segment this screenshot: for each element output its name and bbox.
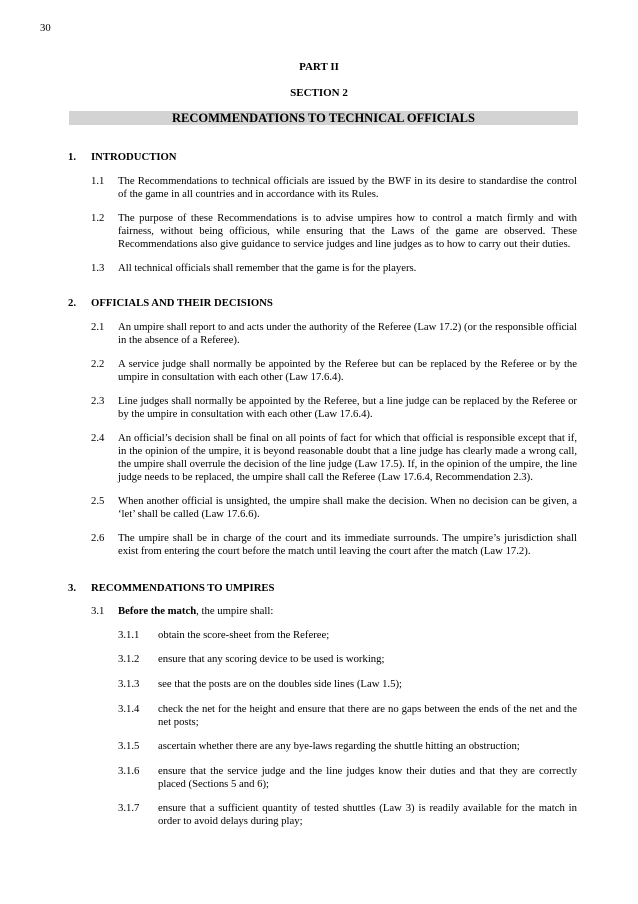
sub-paragraph-text: ensure that the service judge and the line judges know their duties and that they are correctly placed (Sections 5 and 6); xyxy=(158,765,577,790)
section-title-banner: RECOMMENDATIONS TO TECHNICAL OFFICIALS xyxy=(69,111,578,125)
sub-paragraph-text: ensure that a sufficient quantity of tested shuttles (Law 3) is readily available for the match in order to avoid delays during play; xyxy=(158,802,577,827)
paragraph-number: 2.3 xyxy=(91,395,105,407)
sub-paragraph-number: 3.1.1 xyxy=(118,629,140,641)
paragraph-number: 3.1 xyxy=(91,605,105,617)
sub-paragraph-number: 3.1.5 xyxy=(118,740,140,752)
sub-paragraph-number: 3.1.3 xyxy=(118,678,140,690)
paragraph-text: An umpire shall report to and acts under the authority of the Referee (Law 17.2) (or the responsible official in the absence of a Referee). xyxy=(118,321,577,346)
sub-paragraph-text: check the net for the height and ensure that there are no gaps between the ends of the net and the net posts; xyxy=(158,703,577,728)
sub-paragraph-text: ensure that any scoring device to be used is working; xyxy=(158,653,385,665)
paragraph-number: 2.5 xyxy=(91,495,105,507)
sub-paragraph-number: 3.1.2 xyxy=(118,653,140,665)
section-number: 3. xyxy=(68,582,77,594)
part-heading: PART II xyxy=(299,61,339,73)
sub-paragraph-number: 3.1.4 xyxy=(118,703,140,715)
sub-paragraph-text: see that the posts are on the doubles side lines (Law 1.5); xyxy=(158,678,402,690)
paragraph-number: 2.6 xyxy=(91,532,105,544)
paragraph-lead-rest: , the umpire shall: xyxy=(196,605,274,617)
paragraph-number: 1.2 xyxy=(91,212,105,224)
section-number: 2. xyxy=(68,297,77,309)
paragraph-text: The umpire shall be in charge of the court and its immediate surrounds. The umpire’s jurisdiction shall exist from entering the court before the match until leaving the court after the match (Law 17.2). xyxy=(118,532,577,557)
paragraph-text: The purpose of these Recommendations is to advise umpires how to control a match firmly and with fairness, without being officious, while ensuring that the Laws of the game are observed. These Recommendations also give guidance to service judges and line judges as to how to carry out their duties. xyxy=(118,212,577,250)
section-title: INTRODUCTION xyxy=(91,151,177,163)
paragraph-number: 2.1 xyxy=(91,321,105,333)
paragraph-number: 2.4 xyxy=(91,432,105,444)
paragraph-text xyxy=(118,605,577,618)
sub-paragraph-number: 3.1.6 xyxy=(118,765,140,777)
sub-paragraph-text: ascertain whether there are any bye-laws regarding the shuttle hitting an obstruction; xyxy=(158,740,520,752)
sub-paragraph-number: 3.1.7 xyxy=(118,802,140,814)
section-heading: SECTION 2 xyxy=(290,87,348,99)
paragraph-number: 1.1 xyxy=(91,175,105,187)
section-number: 1. xyxy=(68,151,77,163)
paragraph-lead-bold: Before the match xyxy=(118,605,197,617)
paragraph-text: Line judges shall normally be appointed by the Referee, but a line judge can be replaced by the Referee or by the umpire in consultation with each other (Law 17.6.4). xyxy=(118,395,577,420)
paragraph-number: 2.2 xyxy=(91,358,105,370)
paragraph-text: All technical officials shall remember that the game is for the players. xyxy=(118,262,417,274)
sub-paragraph-text: obtain the score-sheet from the Referee; xyxy=(158,629,330,641)
paragraph-text: A service judge shall normally be appointed by the Referee but can be replaced by the Referee or by the umpire in consultation with each other (Law 17.6.4). xyxy=(118,358,577,383)
paragraph-text: The Recommendations to technical officials are issued by the BWF in its desire to standardise the control of the game in all countries and in accordance with its Rules. xyxy=(118,175,577,200)
page-number: 30 xyxy=(40,22,51,34)
section-title: RECOMMENDATIONS TO UMPIRES xyxy=(91,582,275,594)
paragraph-text: When another official is unsighted, the umpire shall make the decision. When no decision can be given, a ‘let’ shall be called (Law 17.6.6). xyxy=(118,495,577,520)
paragraph-number: 1.3 xyxy=(91,262,105,274)
paragraph-text: An official’s decision shall be final on all points of fact for which that official is responsible except that if, in the opinion of the umpire, it is beyond reasonable doubt that a line judge has clearly made a wrong call, the umpire shall overrule the decision of the line judge (Law 17.5). If, in the opinion of the umpire, the line judge needs to be replaced, the umpire shall call the Referee (Law 17.6.4, Recommendation 2.3). xyxy=(118,432,577,483)
section-title: OFFICIALS AND THEIR DECISIONS xyxy=(91,297,273,309)
